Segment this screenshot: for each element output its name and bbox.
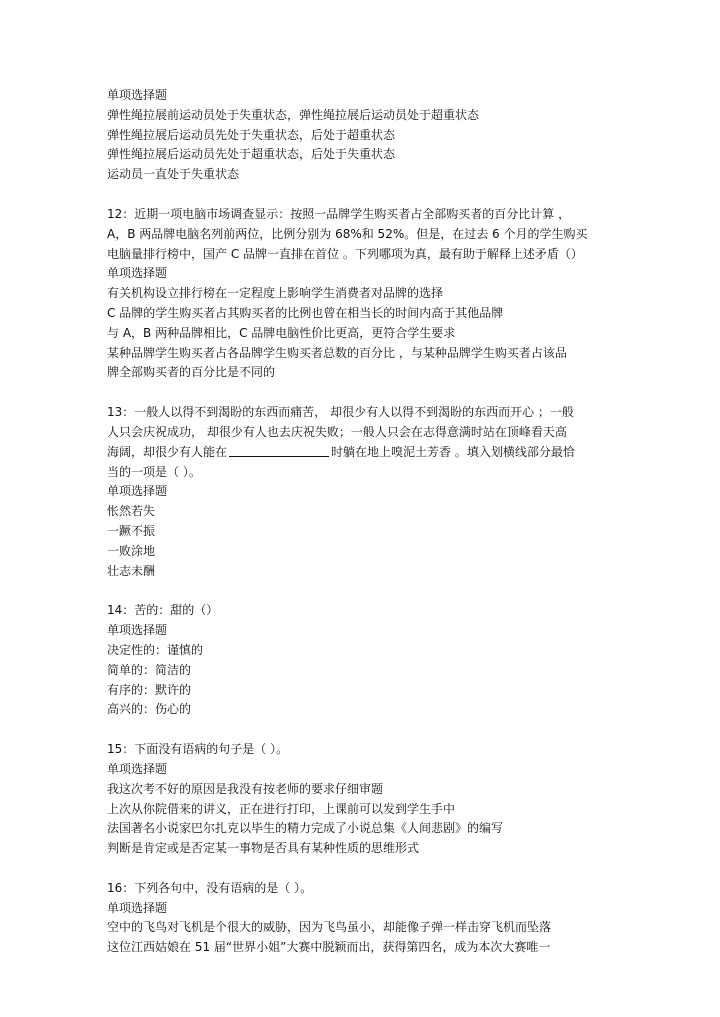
question-stem-line: 电脑量排行榜中，国产 C 品牌一直排在首位 。下列哪项为真，最有助于解释上述矛盾（） [107,246,583,261]
option-a: 决定性的：谨慎的 [107,642,204,657]
option-d: 壮志未酬 [107,563,156,578]
option-c: 有序的：默许的 [107,682,192,697]
question-14 [107,601,617,720]
question-13 [107,403,617,581]
option-d-continued: 牌全部购买者的百分比是不同的 [107,365,276,380]
option-c: 法国著名小说家巴尔扎克以毕生的精力完成了小说总集《人间悲剧》的编写 [107,821,504,836]
stem-text-after-blank: 时躺在地上嗅泥土芳香 。填入划横线部分最恰 [331,444,575,459]
question-type: 单项选择题 [107,484,168,499]
question-16 [107,879,617,958]
document-page [107,86,617,958]
question-stem-line: 人只会庆祝成功， 却很少有人也去庆祝失败；一般人只会在志得意满时站在顶峰看天高 [107,424,567,439]
question-stem: 14：苦的：甜的（） [107,603,219,618]
option-b: C 品牌的学生购买者占其购买者的比例也曾在相当长的时间内高于其他品牌 [107,305,504,320]
option-c: 一败涂地 [107,543,156,558]
option-b: 一蹶不振 [107,523,156,538]
option-d: 判断是肯定或是否定某一事物是否具有某种性质的思维形式 [107,841,420,856]
option-c: 与 A，B 两种品牌相比，C 品牌电脑性价比更高，更符合学生要求 [107,325,456,340]
option-a: 有关机构设立排行榜在一定程度上影响学生消费者对品牌的选择 [107,286,444,301]
option-b: 这位江西姑娘在 51 届“世界小姐”大赛中脱颖而出，获得第四名，成为本次大赛唯一 [107,940,551,955]
option-a: 我这次考不好的原因是我没有按老师的要求仔细审题 [107,781,384,796]
question-type: 单项选择题 [107,900,168,915]
option-b: 简单的：简洁的 [107,662,192,677]
question-stem-line: 13：一般人以得不到渴盼的东西而痛苦， 却很少有人以得不到渴盼的东西而开心 ；一般 [107,405,574,420]
question-type: 单项选择题 [107,266,168,281]
question-stem-line: A，B 两品牌电脑名列前两位，比例分别为 68%和 52%。但是，在过去 6 个月的学生购买 [107,226,588,241]
option-d: 某种品牌学生购买者占各品牌学生购买者总数的百分比 ，与某种品牌学生购买者占该品 [107,345,567,360]
option-a: 空中的飞鸟对飞机是个很大的威胁，因为飞鸟虽小，却能像子弹一样击穿飞机而坠落 [107,920,552,935]
option-d: 运动员一直处于失重状态 [107,167,240,182]
option-b: 上次从你院借来的讲义，正在进行打印，上课前可以发到学生手中 [107,801,456,816]
question-stem-line: 12：近期一项电脑市场调查显示：按照一品牌学生购买者占全部购买者的百分比计算 ， [107,206,571,221]
stem-text-before-blank: 海阔，却很少有人能在 [107,444,228,459]
fill-in-blank [229,444,329,457]
option-c: 弹性绳拉展后运动员先处于超重状态，后处于失重状态 [107,147,396,162]
question-11 [107,86,617,185]
question-type: 单项选择题 [107,623,168,638]
question-stem-line [107,443,617,463]
option-a: 弹性绳拉展前运动员处于失重状态，弹性绳拉展后运动员处于超重状态 [107,107,480,122]
question-12 [107,205,617,383]
question-type: 单项选择题 [107,88,168,102]
option-a: 怅然若失 [107,504,156,519]
option-b: 弹性绳拉展后运动员先处于失重状态，后处于超重状态 [107,127,396,142]
question-stem: 15：下面没有语病的句子是（ ）。 [107,742,289,757]
question-stem: 16：下列各句中，没有语病的是（ ）。 [107,880,313,895]
question-stem-line: 当的一项是（ ）。 [107,464,201,479]
question-15 [107,740,617,859]
option-d: 高兴的：伤心的 [107,702,192,717]
question-type: 单项选择题 [107,761,168,776]
